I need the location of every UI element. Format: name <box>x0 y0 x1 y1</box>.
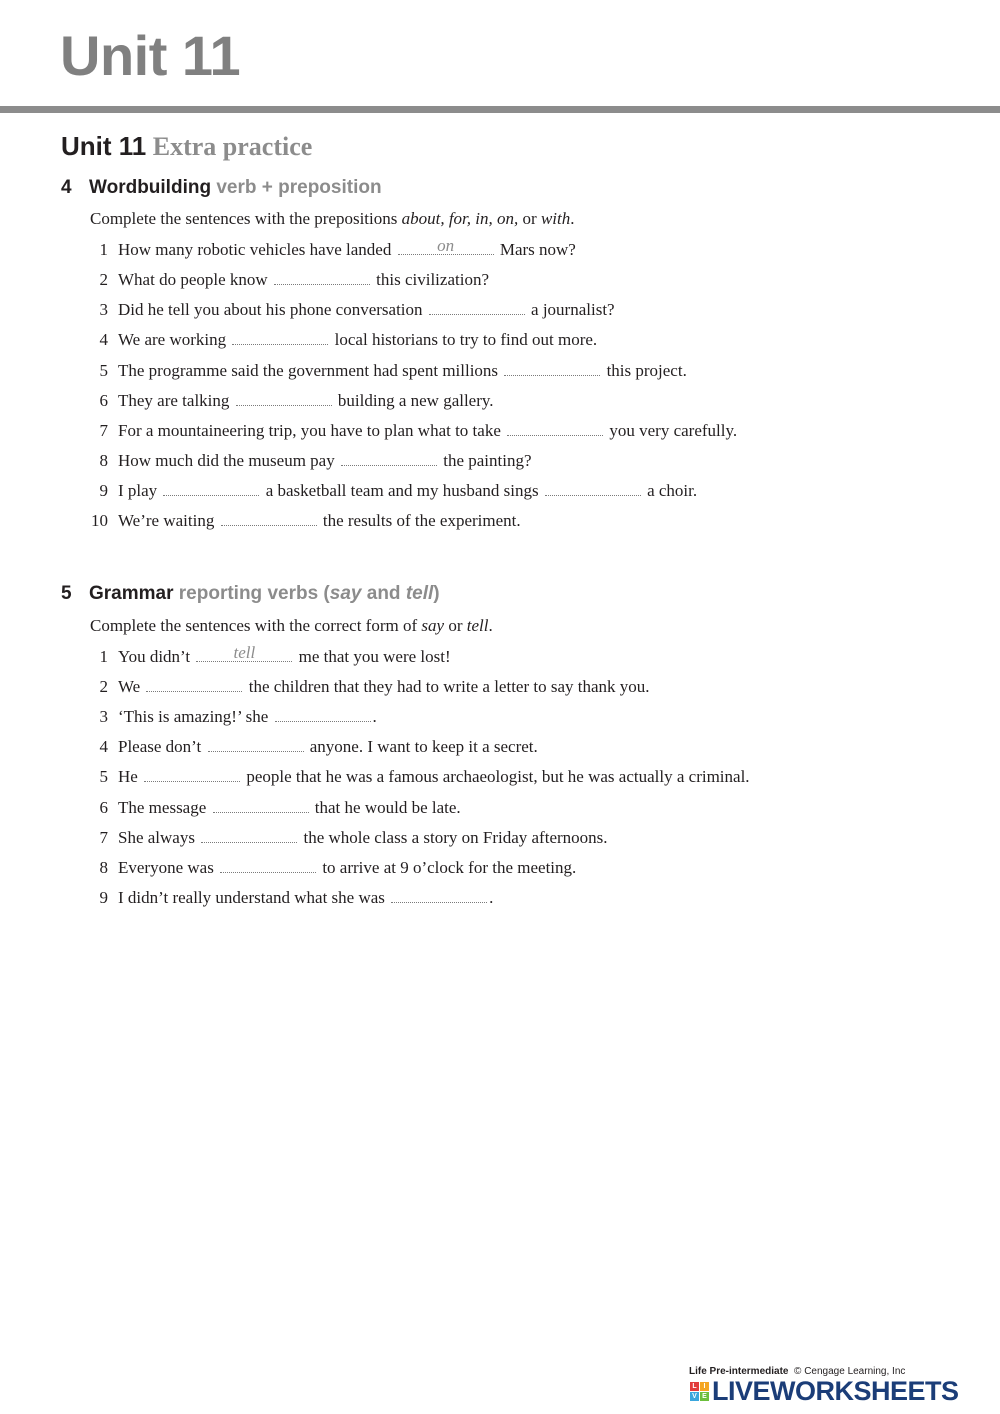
item-text: me that you were lost! <box>298 647 451 666</box>
item-text: Everyone was <box>118 858 214 877</box>
item-text: you very carefully. <box>609 421 738 440</box>
instruction-say: say <box>421 616 445 635</box>
unit-title: Unit 11 <box>60 24 241 87</box>
item-number: 1 <box>99 647 108 666</box>
item-number: 6 <box>99 391 108 410</box>
item-number: 3 <box>99 707 108 726</box>
subtitle-say: say <box>329 583 362 604</box>
answer-blank[interactable] <box>391 889 487 909</box>
item-text: this project. <box>606 361 687 380</box>
answer-blank[interactable] <box>144 768 240 788</box>
item-number: 3 <box>99 300 108 319</box>
item-text: this civilization? <box>376 270 489 289</box>
exercise-subtitle <box>179 583 440 604</box>
answer-blank[interactable] <box>545 482 641 502</box>
instruction-last-option: with <box>540 209 571 228</box>
logo-square: V <box>690 1392 699 1401</box>
item-number: 1 <box>99 240 108 259</box>
exercise-5-header <box>61 583 440 605</box>
item-text: the painting? <box>443 451 532 470</box>
answer-blank[interactable] <box>398 236 494 261</box>
exercise-4-item <box>90 480 697 502</box>
exercise-5-item <box>90 887 493 909</box>
subtitle-text: and <box>361 583 406 604</box>
item-text: local historians to try to find out more. <box>334 330 598 349</box>
item-number: 4 <box>99 330 108 349</box>
exercise-name: Grammar <box>89 583 174 604</box>
answer-blank[interactable] <box>429 301 525 321</box>
answer-blank[interactable] <box>201 829 297 849</box>
exercise-4-item <box>90 420 737 442</box>
answer-blank[interactable] <box>274 271 370 291</box>
exercise-subtitle: verb + preposition <box>216 177 382 198</box>
exercise-5-item <box>90 706 377 728</box>
item-text: I play <box>118 481 158 500</box>
exercise-4-item <box>90 269 489 291</box>
copyright-text: © Cengage Learning, Inc <box>794 1366 906 1377</box>
logo-squares-icon <box>690 1382 709 1401</box>
answer-text: tell <box>233 643 256 662</box>
item-number: 6 <box>99 798 108 817</box>
logo-square: L <box>690 1382 699 1391</box>
item-text: Mars now? <box>499 240 576 259</box>
item-text: The programme said the government had spent millions <box>118 361 499 380</box>
instruction-or: or <box>444 616 467 635</box>
item-number: 10 <box>91 511 108 530</box>
item-text: How many robotic vehicles have landed <box>118 240 392 259</box>
subtitle-text: reporting verbs ( <box>178 583 330 604</box>
answer-blank[interactable] <box>196 643 292 668</box>
item-text: the children that they had to write a letter to say thank you. <box>248 677 650 696</box>
instruction-end: . <box>570 209 575 228</box>
subtitle-text: ) <box>433 583 440 604</box>
logo-square: I <box>700 1382 709 1391</box>
exercise-4-instruction <box>90 209 574 229</box>
liveworksheets-logo <box>690 1377 959 1405</box>
answer-blank[interactable] <box>163 482 259 502</box>
instruction-options: about, for, in, on, <box>401 209 519 228</box>
item-number: 4 <box>99 737 108 756</box>
exercise-4-item <box>90 390 494 412</box>
instruction-or: or <box>518 209 541 228</box>
exercise-4-header <box>61 177 382 199</box>
item-text: people that he was a famous archaeologist, but he was actually a criminal. <box>246 767 750 786</box>
answer-blank[interactable] <box>220 859 316 879</box>
item-number: 8 <box>99 451 108 470</box>
subtitle-tell: tell <box>405 583 434 604</box>
item-text: They are talking <box>118 391 230 410</box>
item-number: 7 <box>99 828 108 847</box>
exercise-5-item <box>90 736 538 758</box>
exercise-4-item <box>90 510 521 532</box>
answer-blank[interactable] <box>507 422 603 442</box>
item-number: 5 <box>99 767 108 786</box>
answer-blank[interactable] <box>221 512 317 532</box>
item-number: 9 <box>99 481 108 500</box>
exercise-5-item <box>90 766 750 788</box>
item-number: 5 <box>99 361 108 380</box>
item-text: He <box>118 767 138 786</box>
item-text: that he would be late. <box>314 798 461 817</box>
answer-blank[interactable] <box>275 708 371 728</box>
item-text: a basketball team and my husband sings <box>265 481 539 500</box>
exercise-5-item <box>90 676 650 698</box>
item-text: to arrive at 9 o’clock for the meeting. <box>322 858 577 877</box>
exercise-number: 4 <box>61 177 72 198</box>
logo-word: LIVEWORKSHEETS <box>712 1375 959 1406</box>
exercise-5-item <box>90 857 576 879</box>
item-text: We <box>118 677 141 696</box>
item-number: 8 <box>99 858 108 877</box>
item-text: I didn’t really understand what she was <box>118 888 385 907</box>
instruction-end: . <box>488 616 493 635</box>
answer-blank[interactable] <box>213 799 309 819</box>
item-text: Did he tell you about his phone conversation <box>118 300 423 319</box>
item-text: the results of the experiment. <box>322 511 521 530</box>
item-text: Please don’t <box>118 737 202 756</box>
answer-blank[interactable] <box>236 392 332 412</box>
exercise-5-instruction <box>90 616 493 636</box>
exercise-5-item <box>90 797 461 819</box>
exercise-4-item <box>90 450 532 472</box>
exercise-5-item <box>90 643 451 668</box>
item-number: 2 <box>99 270 108 289</box>
item-text: She always <box>118 828 195 847</box>
item-text: a choir. <box>647 481 698 500</box>
answer-blank[interactable] <box>504 362 600 382</box>
item-text: . <box>489 888 494 907</box>
header-rule <box>0 106 1000 113</box>
item-text: What do people know <box>118 270 268 289</box>
instruction-text: Complete the sentences with the correct form of <box>90 616 422 635</box>
instruction-text: Complete the sentences with the prepositions <box>90 209 402 228</box>
exercise-4-item <box>90 360 687 382</box>
exercise-name: Wordbuilding <box>89 177 212 198</box>
exercise-4-item <box>90 236 576 261</box>
exercise-4-item <box>90 329 597 351</box>
exercise-4-item <box>90 299 615 321</box>
answer-blank[interactable] <box>232 331 328 351</box>
item-text: How much did the museum pay <box>118 451 335 470</box>
answer-blank[interactable] <box>208 738 304 758</box>
item-text: ‘This is amazing!’ she <box>118 707 269 726</box>
answer-blank[interactable] <box>146 678 242 698</box>
book-title: Life Pre-intermediate <box>689 1366 789 1377</box>
item-number: 2 <box>99 677 108 696</box>
item-text: For a mountaineering trip, you have to plan what to take <box>118 421 501 440</box>
item-text: the whole class a story on Friday afternoons. <box>303 828 608 847</box>
instruction-tell: tell <box>466 616 489 635</box>
item-text: We are working <box>118 330 227 349</box>
exercise-number: 5 <box>61 583 72 604</box>
item-number: 7 <box>99 421 108 440</box>
section-title <box>61 132 312 162</box>
item-text: The message <box>118 798 207 817</box>
item-text: . <box>372 707 377 726</box>
section-label: Extra practice <box>152 132 313 161</box>
item-number: 9 <box>99 888 108 907</box>
item-text: anyone. I want to keep it a secret. <box>309 737 538 756</box>
section-unit: Unit 11 <box>61 131 147 161</box>
item-text: building a new gallery. <box>337 391 494 410</box>
logo-square: E <box>700 1392 709 1401</box>
answer-blank[interactable] <box>341 452 437 472</box>
item-text: You didn’t <box>118 647 191 666</box>
item-text: a journalist? <box>531 300 615 319</box>
answer-text: on <box>437 236 455 255</box>
item-text: We’re waiting <box>118 511 215 530</box>
exercise-5-item <box>90 827 608 849</box>
